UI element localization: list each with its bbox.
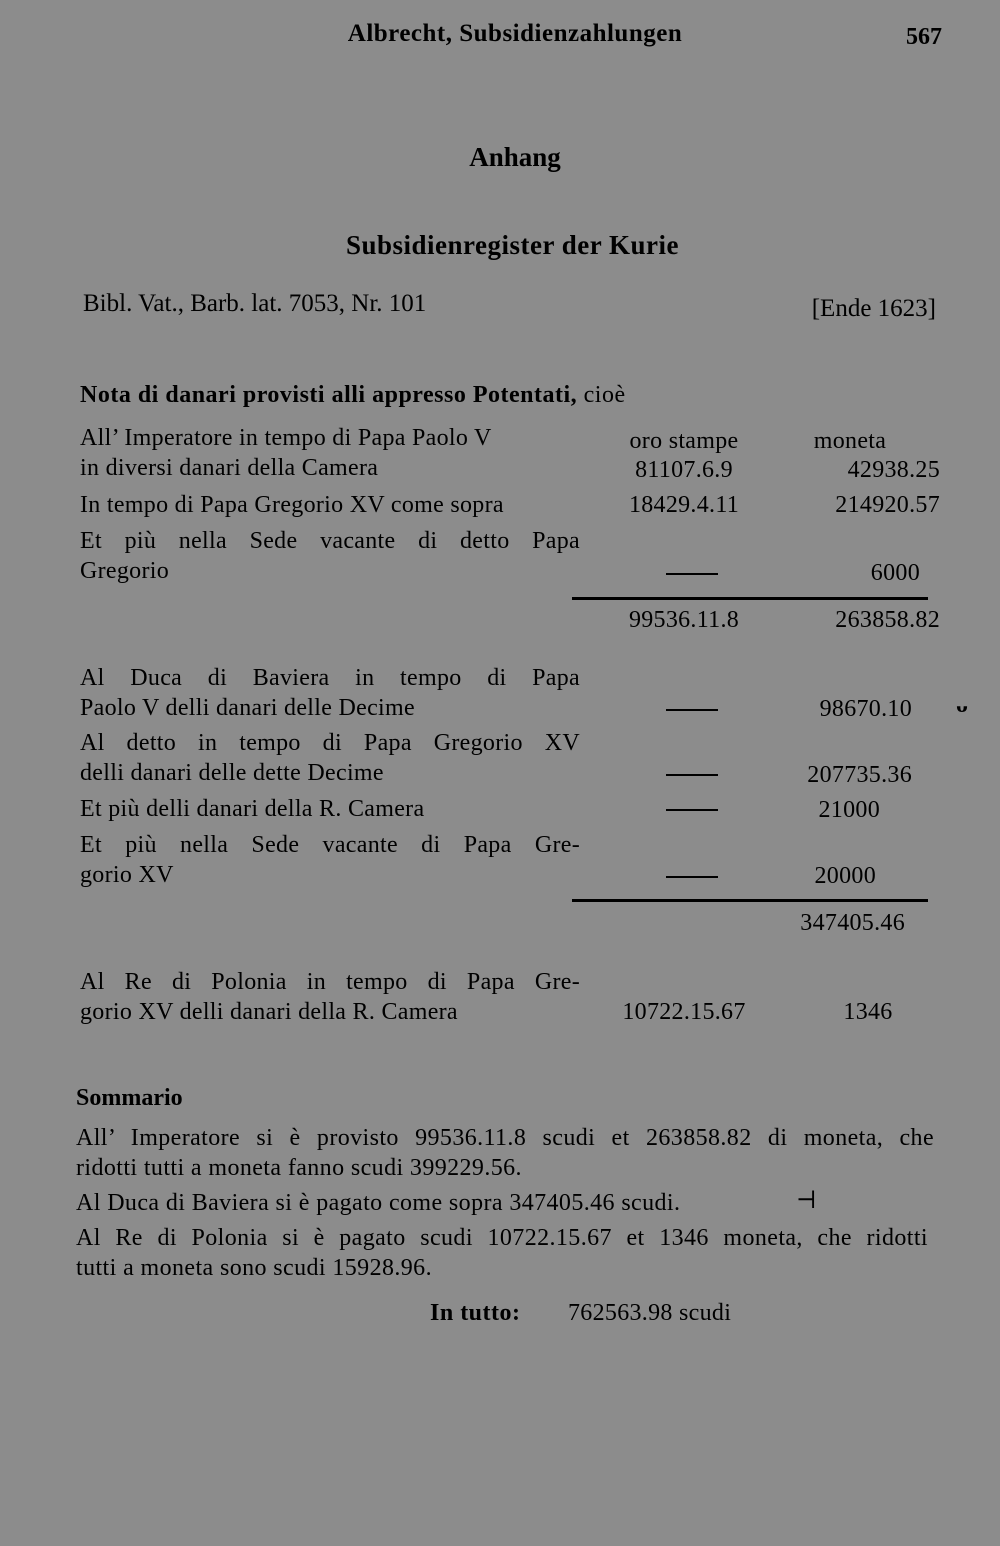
sommario-p3-line-1: Al Re di Polonia si è pagato scudi 10722.15.67 et 1346 moneta, che ridotti xyxy=(76,1225,928,1251)
margin-mark: ⊣ xyxy=(796,1188,817,1214)
nota-heading xyxy=(80,382,626,409)
bavaria-row-1-line-2: Paolo V delli danari delle Decime xyxy=(80,695,415,721)
sommario-p1-line-2: ridotti tutti a moneta fanno scudi 399229.56. xyxy=(76,1155,522,1181)
poland-row-1-desc xyxy=(80,967,580,1027)
bavaria-row-4-line-2: gorio XV xyxy=(80,862,174,888)
sommario-paragraph-2 xyxy=(76,1188,680,1218)
emperor-row-2-oro: 18429.4.11 xyxy=(628,492,740,518)
bavaria-row-2-moneta: 207735.36 xyxy=(807,762,912,788)
emperor-row-3-moneta: 6000 xyxy=(870,560,920,586)
section-title: Subsidienregister der Kurie xyxy=(345,230,680,260)
bavaria-row-1-line-1: Al Duca di Baviera in tempo di Papa xyxy=(80,665,580,691)
emperor-row-3-line-1: Et più nella Sede vacante di detto Papa xyxy=(80,528,580,554)
page-number: 567 xyxy=(906,24,942,50)
bavaria-row-1-moneta: 98670.10 xyxy=(819,696,912,722)
bavaria-row-2-desc xyxy=(80,728,580,788)
sommario-p1-line-1: All’ Imperatore si è provisto 99536.11.8 scudi et 263858.82 di moneta, che xyxy=(76,1125,934,1151)
emperor-total-moneta: 263858.82 xyxy=(835,607,940,633)
sommario-p3-line-2: tutti a moneta sono scudi 15928.96. xyxy=(76,1255,432,1281)
bavaria-row-1-desc xyxy=(80,663,580,723)
emperor-row-3-desc xyxy=(80,526,580,586)
bavaria-total-moneta: 347405.46 xyxy=(800,910,905,936)
running-title: Albrecht, Subsidienzahlungen xyxy=(347,20,683,47)
bavaria-row-4-moneta: 20000 xyxy=(814,863,876,889)
emperor-row-1-oro: 81107.6.9 xyxy=(635,457,733,483)
emperor-row-1-moneta: 42938.25 xyxy=(847,457,940,483)
sommario-paragraph-3 xyxy=(76,1223,928,1283)
bavaria-row-3-moneta: 21000 xyxy=(818,797,880,823)
emperor-row-3-oro-dash xyxy=(666,573,718,575)
total-value: 762563.98 scudi xyxy=(568,1300,732,1326)
sommario-p2: Al Duca di Baviera si è pagato come sopra 347405.46 scudi. xyxy=(76,1190,681,1216)
bavaria-row-2-line-2: delli danari delle dette Decime xyxy=(80,760,384,786)
total-label: In tutto: xyxy=(430,1300,521,1326)
bavaria-row-2-oro-dash xyxy=(666,774,718,776)
emperor-row-1-desc xyxy=(80,423,580,483)
bavaria-row-4-oro-dash xyxy=(666,876,718,878)
poland-row-1-line-1: Al Re di Polonia in tempo di Papa Gre- xyxy=(80,969,580,995)
emperor-row-2-moneta: 214920.57 xyxy=(835,492,940,518)
emperor-total-rule xyxy=(572,597,928,600)
emperor-row-2-desc xyxy=(80,490,580,520)
poland-row-1-line-2: gorio XV delli danari della R. Camera xyxy=(80,999,458,1025)
document-date: [Ende 1623] xyxy=(811,295,936,322)
bavaria-row-3-oro-dash xyxy=(666,809,718,811)
bavaria-row-1-oro-dash xyxy=(666,709,718,711)
column-header-moneta: moneta xyxy=(813,428,887,454)
bavaria-total-rule xyxy=(572,899,928,902)
emperor-row-1-line-2: in diversi danari della Camera xyxy=(80,455,379,481)
emperor-row-3-line-2: Gregorio xyxy=(80,558,170,584)
bavaria-row-4-desc xyxy=(80,830,580,890)
sommario-title: Sommario xyxy=(76,1085,183,1111)
nota-heading-bold: Nota di danari provisti alli appresso Potentati, xyxy=(80,382,578,408)
emperor-row-1-line-1: All’ Imperatore in tempo di Papa Paolo V xyxy=(80,425,492,451)
poland-row-1-moneta: 1346 xyxy=(843,999,893,1025)
appendix-title: Anhang xyxy=(469,142,561,172)
nota-heading-normal: cioè xyxy=(583,382,626,408)
bavaria-row-3-desc xyxy=(80,794,580,824)
poland-row-1-oro: 10722.15.67 xyxy=(622,999,746,1025)
bavaria-row-4-line-1: Et più nella Sede vacante di Papa Gre- xyxy=(80,832,580,858)
emperor-row-2-line-1: In tempo di Papa Gregorio XV come sopra xyxy=(80,492,504,518)
sommario-paragraph-1 xyxy=(76,1123,934,1183)
bavaria-row-3-line-1: Et più delli danari della R. Camera xyxy=(80,796,425,822)
emperor-total-oro: 99536.11.8 xyxy=(628,607,740,633)
column-header-oro: oro stampe xyxy=(629,428,739,454)
source-reference: Bibl. Vat., Barb. lat. 7053, Nr. 101 xyxy=(83,290,427,317)
margin-mark: ᴗ xyxy=(956,692,968,718)
bavaria-row-2-line-1: Al detto in tempo di Papa Gregorio XV xyxy=(80,730,580,756)
